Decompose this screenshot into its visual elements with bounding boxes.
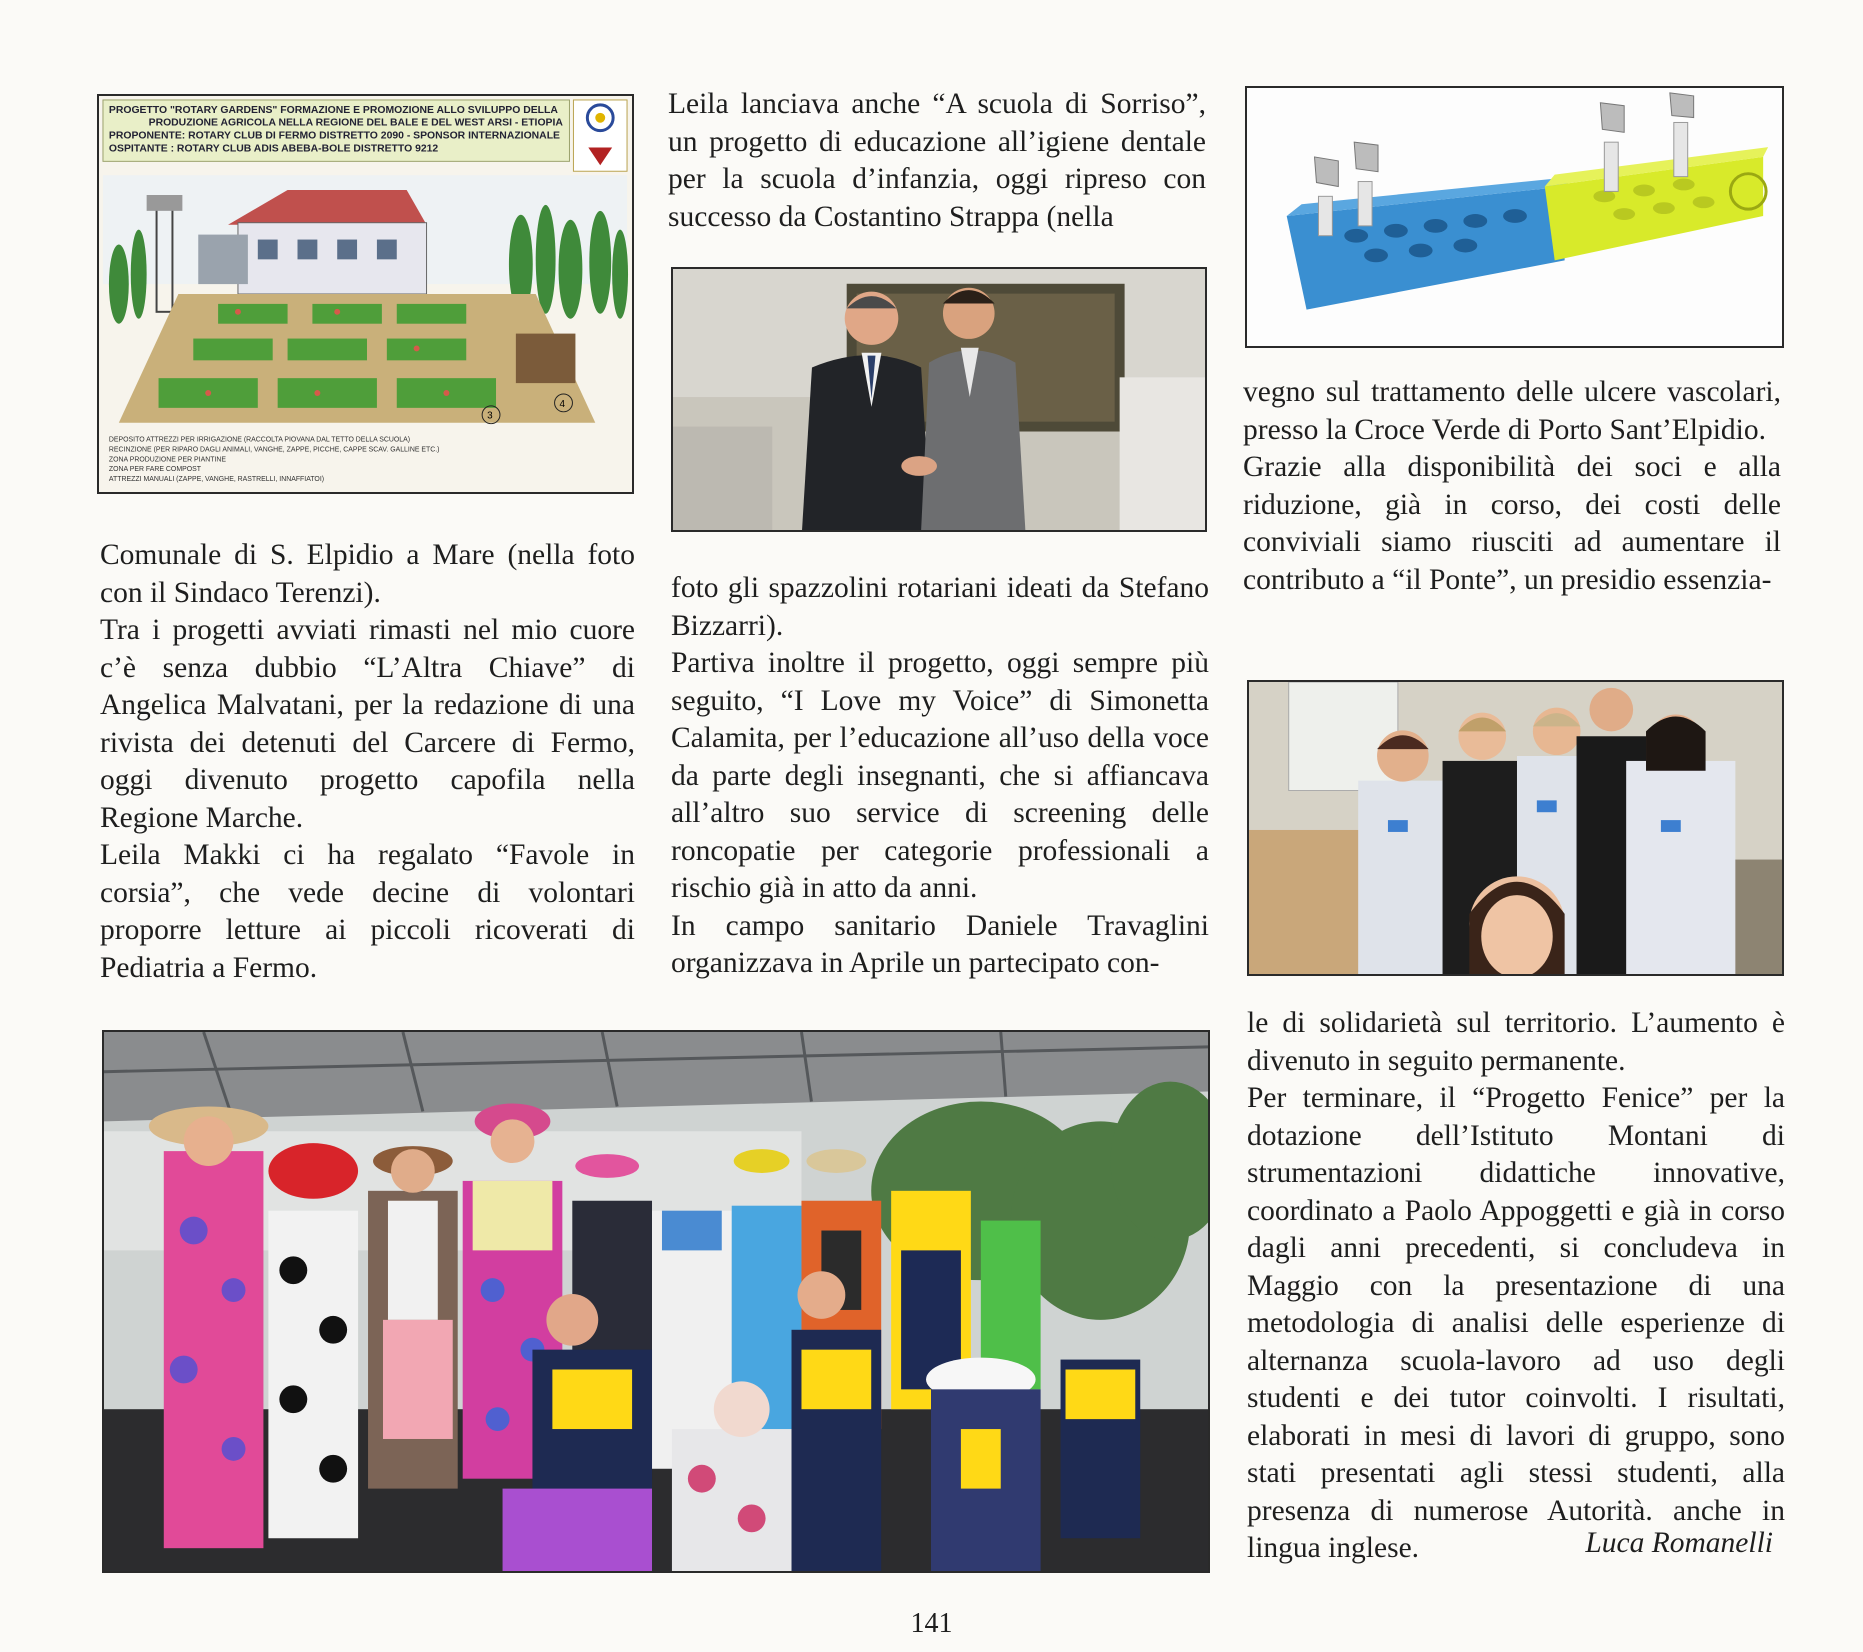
- poster-legend-3: ZONA PRODUZIONE PER PIANTINE: [108, 456, 226, 464]
- col2-paragraph-3: In campo sanitario Daniele Travaglini organizzava in Aprile un partecipato con-: [671, 909, 1209, 979]
- poster-line-3: PROPONENTE: ROTARY CLUB DI FERMO DISTRETTO 2090 - SPONSOR INTERNAZIONALE: [108, 130, 561, 142]
- volunteers-selfie-photo: [1247, 680, 1784, 976]
- col2-paragraph-1: foto gli spazzolini rotariani ideati da Stefano Bizzarri).: [671, 572, 1209, 642]
- rotary-gardens-poster: [97, 94, 634, 494]
- poster-legend-4: ZONA PER FARE COMPOST: [108, 466, 201, 474]
- col3-paragraph-4: Per terminare, il “Progetto Fenice” per la dotazione dell’Istituto Montani di strumentazioni didattiche innovative, coordinato a Paolo Appoggetti e già in corso dagli anni precedenti, si concludeva in Maggio con la presentazione di una metodologia di analisi delle esperienze di alternanza scuola-lavoro ad uso degli studenti e dei tutor coinvolti. I risultati, elaborati in mesi di lavori di gruppo, sono stati presentati agli stessi studenti, alla presenza di numerose Autorità. anche in lingua inglese.: [1247, 1082, 1785, 1564]
- col2-top-paragraph: Leila lanciava anche “A scuola di Sorriso”, un progetto di educazione all’igiene dentale per la scuola d’infanzia, oggi ripreso con successo da Costantino Strappa (nella: [668, 88, 1206, 233]
- col3-paragraph-2: Grazie alla disponibilità dei soci e alla riduzione, già in corso, dei costi delle conviviali siamo riusciti ad aumentare il contributo a “il Ponte”, un presidio essenzia-: [1243, 451, 1781, 596]
- author-signature: Luca Romanelli: [1585, 1527, 1773, 1559]
- svg-text:3: 3: [487, 410, 493, 422]
- svg-text:4: 4: [559, 398, 566, 410]
- handshake-photo: [671, 267, 1207, 532]
- poster-line-1: PROGETTO "ROTARY GARDENS" FORMAZIONE E PROMOZIONE ALLO SVILUPPO DELLA: [108, 104, 558, 116]
- poster-line-4: OSPITANTE : ROTARY CLUB ADIS ABEBA-BOLE DISTRETTO 9212: [108, 143, 439, 155]
- poster-legend-2: RECINZIONE (PER RIPARO DAGLI ANIMALI, VANGHE, ZAPPE, PICCHE, CAPPE SCAV. GALLINE ETC.): [108, 446, 440, 454]
- col2-paragraph-2: Partiva inoltre il progetto, oggi sempre più seguito, “I Love my Voice” di Simonetta Calamita, per l’educazione all’uso della voce da parte degli insegnanti, che si affiancava all’altro suo service di screening delle roncopatie per categorie professionali a rischio già in atto da anni.: [671, 647, 1209, 904]
- col1-paragraph-2: Tra i progetti avviati rimasti nel mio cuore c’è senza dubbio “L’Altra Chiave” di Angelica Malvatani, per la redazione di una rivista dei detenuti del Carcere di Fermo, oggi divenuto progetto capofila nella Regione Marche.: [100, 614, 635, 834]
- page-number: 141: [910, 1608, 953, 1639]
- col3-paragraph-3: le di solidarietà sul territorio. L’aumento è divenuto in seguito permanente.: [1247, 1007, 1785, 1077]
- stage-performance-photo: [102, 1030, 1210, 1573]
- poster-line-2: PRODUZIONE AGRICOLA NELLA REGIONE DEL BALE E DEL WEST ARSI - ETIOPIA: [148, 117, 563, 129]
- poster-legend-1: DEPOSITO ATTREZZI PER IRRIGAZIONE (RACCOLTA PIOVANA DAL TETTO DELLA SCUOLA): [108, 436, 411, 444]
- col3-paragraph-1: vegno sul trattamento delle ulcere vascolari, presso la Croce Verde di Porto Sant’Elpidio.: [1243, 376, 1781, 446]
- toothbrush-holder-photo: [1245, 86, 1784, 348]
- poster-legend-5: ATTREZZI MANUALI (ZAPPE, VANGHE, RASTRELLI, INNAFFIATOI): [108, 476, 325, 484]
- column-2-top: [668, 86, 1206, 236]
- column-3-top: [1243, 374, 1781, 599]
- column-3-bottom: [1247, 1005, 1785, 1568]
- col1-paragraph-3: Leila Makki ci ha regalato “Favole in corsia”, che vede decine di volontari proporre letture ai piccoli ricoverati di Pediatria a Fermo.: [100, 839, 635, 984]
- col1-paragraph-1: Comunale di S. Elpidio a Mare (nella foto con il Sindaco Terenzi).: [100, 539, 635, 609]
- column-1: [100, 537, 635, 987]
- column-2: [671, 570, 1209, 983]
